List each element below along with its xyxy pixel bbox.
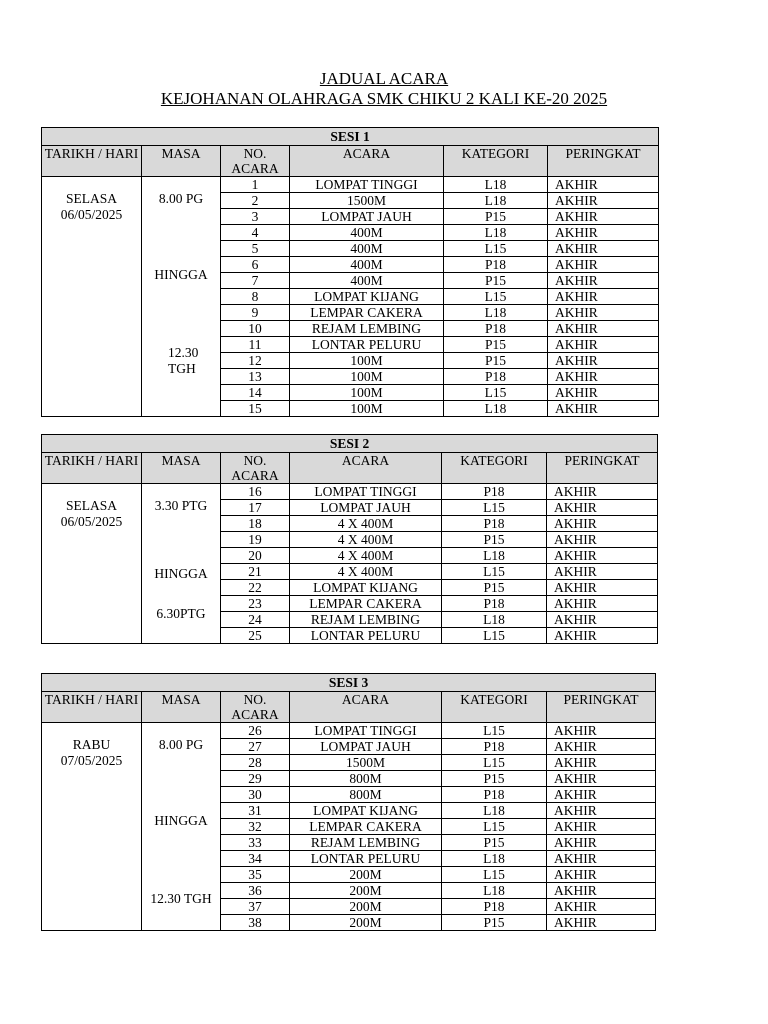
event-name: 400M	[290, 225, 444, 241]
event-number: 25	[221, 628, 290, 644]
event-number: 36	[221, 883, 290, 899]
event-category: L18	[444, 225, 548, 241]
session-day: SELASA	[65, 191, 117, 206]
session-time-end: 12.30 TGH	[168, 345, 199, 376]
event-number: 18	[221, 516, 290, 532]
event-name: LOMPAT KIJANG	[290, 580, 442, 596]
event-name: 400M	[290, 273, 444, 289]
event-level: AKHIR	[548, 273, 659, 289]
event-name: LOMPAT JAUH	[290, 209, 444, 225]
document-subtitle: KEJOHANAN OLAHRAGA SMK CHIKU 2 KALI KE-20 2025	[160, 89, 608, 108]
event-name: LOMPAT KIJANG	[290, 803, 442, 819]
event-category: P15	[442, 532, 547, 548]
event-number: 19	[221, 532, 290, 548]
header-acara: ACARA	[290, 146, 444, 177]
session-time-start: 8.00 PG	[158, 191, 204, 206]
event-number: 9	[221, 305, 290, 321]
date-cell	[42, 723, 142, 931]
event-category: P18	[442, 787, 547, 803]
event-category: L15	[444, 241, 548, 257]
event-name: LOMPAT KIJANG	[290, 289, 444, 305]
event-level: AKHIR	[547, 883, 656, 899]
event-level: AKHIR	[547, 899, 656, 915]
event-level: AKHIR	[547, 787, 656, 803]
header-tarikh: TARIKH / HARI	[42, 453, 142, 484]
event-level: AKHIR	[547, 500, 658, 516]
table-row	[42, 484, 658, 500]
event-category: P18	[444, 369, 548, 385]
session-table	[41, 434, 658, 644]
event-level: AKHIR	[547, 580, 658, 596]
event-category: L15	[442, 500, 547, 516]
event-name: 4 X 400M	[290, 516, 442, 532]
event-name: 1500M	[290, 193, 444, 209]
event-number: 6	[221, 257, 290, 273]
event-number: 7	[221, 273, 290, 289]
event-name: 200M	[290, 899, 442, 915]
event-name: 800M	[290, 787, 442, 803]
event-category: L18	[442, 883, 547, 899]
event-category: P18	[442, 596, 547, 612]
header-kategori: KATEGORI	[444, 146, 548, 177]
event-category: P15	[444, 273, 548, 289]
session-time-start: 3.30 PTG	[154, 498, 208, 513]
event-level: AKHIR	[547, 755, 656, 771]
header-masa: MASA	[142, 453, 221, 484]
event-category: L15	[442, 723, 547, 739]
event-category: P15	[442, 915, 547, 931]
event-level: AKHIR	[547, 612, 658, 628]
event-name: 4 X 400M	[290, 564, 442, 580]
event-number: 4	[221, 225, 290, 241]
date-cell	[42, 484, 142, 644]
event-number: 12	[221, 353, 290, 369]
event-number: 27	[221, 739, 290, 755]
session-time-end: 6.30PTG	[156, 606, 206, 621]
event-level: AKHIR	[547, 723, 656, 739]
event-category: L18	[444, 305, 548, 321]
event-number: 37	[221, 899, 290, 915]
event-name: 100M	[290, 401, 444, 417]
event-name: LEMPAR CAKERA	[290, 819, 442, 835]
event-level: AKHIR	[547, 739, 656, 755]
event-category: L15	[444, 289, 548, 305]
event-category: L15	[442, 867, 547, 883]
header-acara: ACARA	[290, 692, 442, 723]
event-level: AKHIR	[548, 241, 659, 257]
event-name: LOMPAT JAUH	[290, 500, 442, 516]
event-name: 400M	[290, 241, 444, 257]
event-category: L18	[442, 548, 547, 564]
header-no-acara: NO. ACARA	[221, 146, 290, 177]
event-category: P15	[444, 353, 548, 369]
header-peringkat: PERINGKAT	[547, 453, 658, 484]
header-no-acara: NO. ACARA	[221, 692, 290, 723]
event-level: AKHIR	[547, 628, 658, 644]
event-category: L18	[444, 177, 548, 193]
event-category: L15	[442, 755, 547, 771]
event-number: 30	[221, 787, 290, 803]
header-kategori: KATEGORI	[442, 692, 547, 723]
session-time-start: 8.00 PG	[158, 737, 204, 752]
event-number: 16	[221, 484, 290, 500]
event-category: P15	[444, 209, 548, 225]
event-category: P18	[442, 516, 547, 532]
event-level: AKHIR	[547, 835, 656, 851]
event-category: L15	[442, 819, 547, 835]
event-category: L18	[444, 401, 548, 417]
header-tarikh: TARIKH / HARI	[42, 692, 142, 723]
event-name: 1500M	[290, 755, 442, 771]
event-number: 23	[221, 596, 290, 612]
event-level: AKHIR	[548, 177, 659, 193]
event-number: 3	[221, 209, 290, 225]
event-number: 20	[221, 548, 290, 564]
event-level: AKHIR	[548, 321, 659, 337]
event-number: 26	[221, 723, 290, 739]
session-time-mid: HINGGA	[154, 566, 208, 581]
event-category: L15	[444, 385, 548, 401]
event-name: 4 X 400M	[290, 532, 442, 548]
event-name: 100M	[290, 369, 444, 385]
event-category: L18	[442, 851, 547, 867]
event-level: AKHIR	[547, 803, 656, 819]
event-number: 14	[221, 385, 290, 401]
event-category: P15	[442, 835, 547, 851]
event-number: 22	[221, 580, 290, 596]
event-level: AKHIR	[547, 564, 658, 580]
event-level: AKHIR	[547, 516, 658, 532]
event-level: AKHIR	[548, 209, 659, 225]
session-date: 06/05/2025	[60, 207, 123, 222]
event-number: 11	[221, 337, 290, 353]
event-number: 17	[221, 500, 290, 516]
event-number: 15	[221, 401, 290, 417]
header-masa: MASA	[142, 692, 221, 723]
event-number: 10	[221, 321, 290, 337]
session-time-mid: HINGGA	[154, 813, 208, 828]
event-name: 200M	[290, 915, 442, 931]
event-level: AKHIR	[547, 484, 658, 500]
event-category: P18	[442, 739, 547, 755]
event-category: L18	[442, 803, 547, 819]
event-number: 31	[221, 803, 290, 819]
event-name: LOMPAT JAUH	[290, 739, 442, 755]
event-number: 34	[221, 851, 290, 867]
event-number: 29	[221, 771, 290, 787]
event-level: AKHIR	[547, 915, 656, 931]
event-category: L15	[442, 628, 547, 644]
date-cell	[42, 177, 142, 417]
event-level: AKHIR	[548, 385, 659, 401]
header-peringkat: PERINGKAT	[547, 692, 656, 723]
event-number: 24	[221, 612, 290, 628]
event-number: 5	[221, 241, 290, 257]
event-level: AKHIR	[548, 305, 659, 321]
event-level: AKHIR	[548, 289, 659, 305]
session-day: SELASA	[65, 498, 117, 513]
event-level: AKHIR	[548, 401, 659, 417]
event-name: REJAM LEMBING	[290, 321, 444, 337]
table-row	[42, 177, 659, 193]
header-kategori: KATEGORI	[442, 453, 547, 484]
event-category: P18	[442, 484, 547, 500]
event-number: 33	[221, 835, 290, 851]
session-title: SESI 2	[42, 435, 658, 453]
event-category: P18	[442, 899, 547, 915]
session-time-mid: HINGGA	[154, 267, 208, 282]
event-name: 800M	[290, 771, 442, 787]
session-table	[41, 127, 659, 417]
session-title: SESI 3	[42, 674, 656, 692]
event-name: LOMPAT TINGGI	[290, 177, 444, 193]
event-number: 32	[221, 819, 290, 835]
event-name: LEMPAR CAKERA	[290, 596, 442, 612]
event-number: 35	[221, 867, 290, 883]
header-tarikh: TARIKH / HARI	[42, 146, 142, 177]
event-name: LONTAR PELURU	[290, 337, 444, 353]
event-category: P18	[444, 321, 548, 337]
time-cell	[142, 484, 221, 644]
event-level: AKHIR	[547, 819, 656, 835]
event-name: 400M	[290, 257, 444, 273]
event-name: 4 X 400M	[290, 548, 442, 564]
event-category: P15	[442, 580, 547, 596]
event-name: LOMPAT TINGGI	[290, 484, 442, 500]
event-number: 13	[221, 369, 290, 385]
session-date: 07/05/2025	[60, 753, 123, 768]
event-level: AKHIR	[547, 532, 658, 548]
session-table	[41, 673, 656, 931]
event-number: 21	[221, 564, 290, 580]
event-level: AKHIR	[547, 851, 656, 867]
event-number: 28	[221, 755, 290, 771]
event-name: 200M	[290, 867, 442, 883]
event-number: 2	[221, 193, 290, 209]
event-name: 100M	[290, 385, 444, 401]
event-number: 38	[221, 915, 290, 931]
event-level: AKHIR	[547, 548, 658, 564]
session-day: RABU	[72, 737, 111, 752]
header-masa: MASA	[142, 146, 221, 177]
event-number: 1	[221, 177, 290, 193]
event-name: LEMPAR CAKERA	[290, 305, 444, 321]
event-level: AKHIR	[548, 337, 659, 353]
event-category: P15	[442, 771, 547, 787]
header-acara: ACARA	[290, 453, 442, 484]
event-category: P18	[444, 257, 548, 273]
time-cell	[142, 723, 221, 931]
event-name: LONTAR PELURU	[290, 628, 442, 644]
event-level: AKHIR	[548, 369, 659, 385]
session-time-end: 12.30 TGH	[150, 891, 212, 906]
session-title: SESI 1	[42, 128, 659, 146]
event-level: AKHIR	[547, 867, 656, 883]
session-date: 06/05/2025	[60, 514, 123, 529]
event-category: L18	[444, 193, 548, 209]
event-name: 100M	[290, 353, 444, 369]
table-row	[42, 723, 656, 739]
event-name: REJAM LEMBING	[290, 612, 442, 628]
event-category: L15	[442, 564, 547, 580]
event-name: LOMPAT TINGGI	[290, 723, 442, 739]
header-peringkat: PERINGKAT	[548, 146, 659, 177]
event-level: AKHIR	[547, 771, 656, 787]
event-level: AKHIR	[548, 353, 659, 369]
event-number: 8	[221, 289, 290, 305]
event-level: AKHIR	[548, 193, 659, 209]
event-level: AKHIR	[548, 257, 659, 273]
event-category: P15	[444, 337, 548, 353]
document-title: JADUAL ACARA	[319, 69, 449, 88]
event-category: L18	[442, 612, 547, 628]
header-no-acara: NO. ACARA	[221, 453, 290, 484]
event-name: LONTAR PELURU	[290, 851, 442, 867]
event-name: 200M	[290, 883, 442, 899]
event-name: REJAM LEMBING	[290, 835, 442, 851]
time-cell	[142, 177, 221, 417]
event-level: AKHIR	[548, 225, 659, 241]
event-level: AKHIR	[547, 596, 658, 612]
